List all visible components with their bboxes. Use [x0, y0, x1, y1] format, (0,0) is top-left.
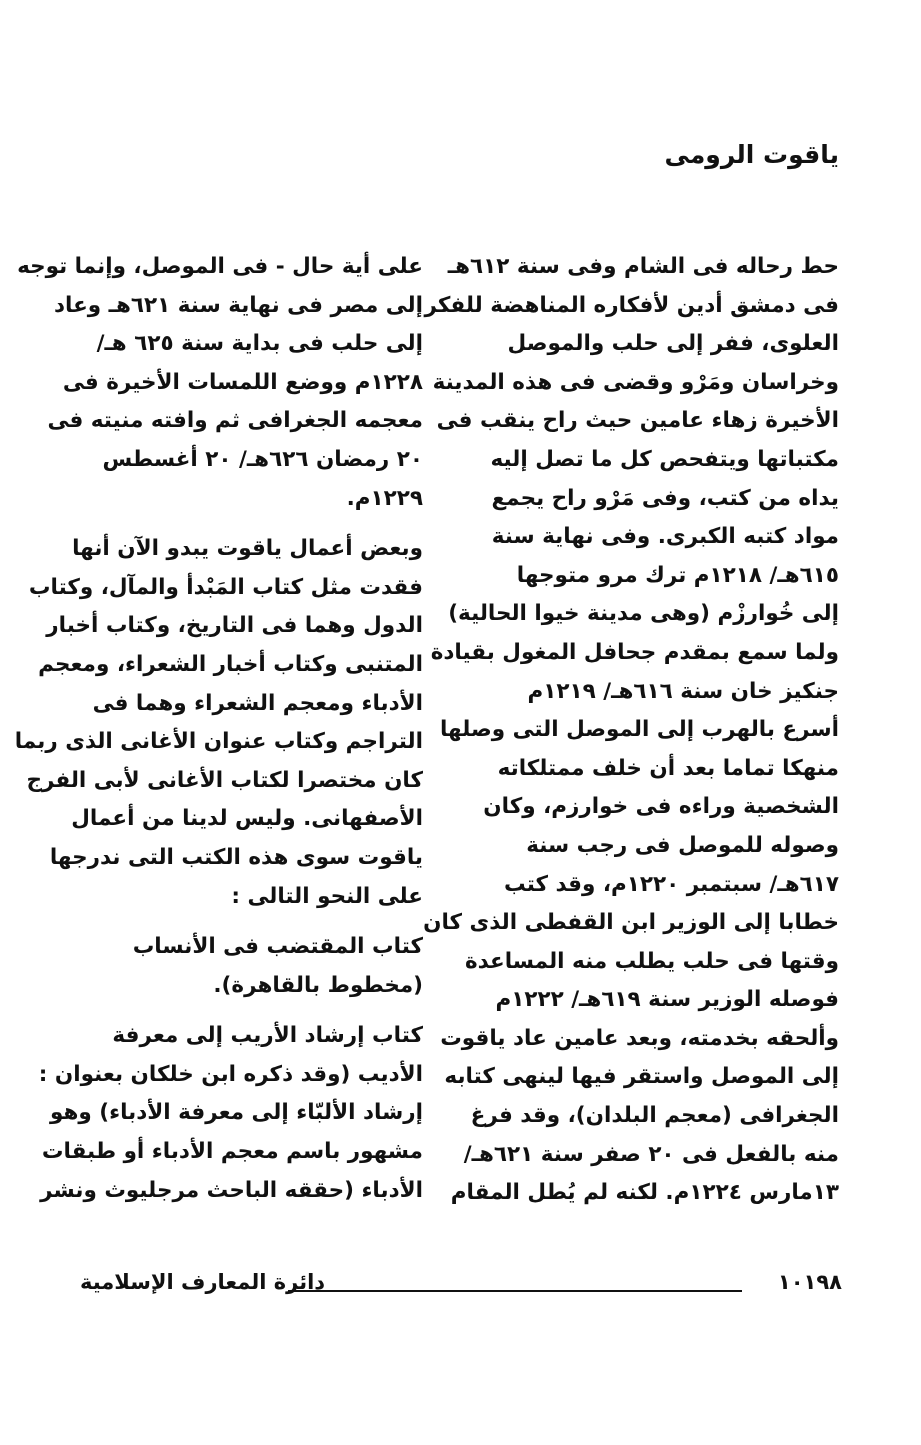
- text-line: الأديب (وقد ذكره ابن خلكان بعنوان :: [38, 1061, 423, 1087]
- text-line: مشهور باسم معجم الأدباء أو طبقات: [41, 1139, 423, 1165]
- footer-divider: [288, 1290, 742, 1292]
- text-line: إلى خُوارزْم (وهى مدينة خيوا الحالية): [448, 601, 839, 627]
- paragraph: [14, 530, 423, 916]
- text-line: الأصفهانى. وليس لدينا من أعمال: [71, 806, 423, 832]
- text-line: وصوله للموصل فى رجب سنة: [526, 832, 839, 858]
- text-line: العلوى، ففر إلى حلب والموصل: [507, 331, 839, 357]
- text-line: وبعض أعمال ياقوت يبدو الآن أنها: [72, 536, 423, 562]
- text-line: وخراسان ومَرْو وقضى فى هذه المدينة: [432, 369, 839, 395]
- text-line: فى دمشق أدين لأفكاره المناهضة للفكر: [424, 292, 839, 318]
- text-line: على النحو التالى :: [231, 883, 423, 909]
- text-line: جنكيز خان سنة ٦١٦هـ/ ١٢١٩م: [527, 678, 839, 704]
- text-line: إلى الموصل واستقر فيها لينهى كتابه: [444, 1064, 839, 1090]
- text-line: التراجم وكتاب عنوان الأغانى الذى ربما: [14, 729, 423, 755]
- paragraph-gap: [71, 1005, 423, 1017]
- text-line: فوصله الوزير سنة ٦١٩هـ/ ١٢٢٢م: [495, 987, 839, 1013]
- paragraph-gap: [71, 916, 423, 928]
- text-line: وقتها فى حلب يطلب منه المساعدة: [464, 948, 839, 974]
- text-line: الجغرافى (معجم البلدان)، وقد فرغ: [470, 1103, 839, 1129]
- text-line: حط رحاله فى الشام وفى سنة ٦١٢هـ: [447, 254, 839, 279]
- text-line: معجمه الجغرافى ثم وافته منيته فى: [47, 408, 423, 434]
- paragraph-gap: [71, 518, 423, 530]
- text-line: وألحقه بخدمته، وبعد عامين عاد ياقوت: [440, 1025, 839, 1051]
- text-line: الأخيرة زهاء عامين حيث راح ينقب فى: [436, 408, 839, 434]
- text-line: الأدباء (حققه الباحث مرجليوث ونشر: [40, 1177, 423, 1203]
- text-line: ٦١٥هـ/ ١٢١٨م ترك مرو متوجها: [516, 562, 839, 588]
- right-column: [423, 248, 839, 1213]
- text-line: الأدباء ومعجم الشعراء وهما فى: [92, 690, 423, 716]
- page-footer: [80, 1270, 842, 1310]
- text-line: كتاب المقتضب فى الأنساب: [132, 934, 423, 960]
- text-line: كان مختصرا لكتاب الأغانى لأبى الفرج: [26, 767, 423, 793]
- text-line: منه بالفعل فى ٢٠ صفر سنة ٦٢١هـ/: [463, 1141, 839, 1167]
- text-line: ١٣مارس ١٢٢٤م. لكنه لم يُطل المقام: [450, 1180, 839, 1206]
- text-line: الشخصية وراءه فى خوارزم، وكان: [483, 794, 839, 820]
- page-number: ١٠١٩٨: [777, 1270, 842, 1294]
- text-line: منهكا تماما بعد أن خلف ممتلكاته: [497, 755, 839, 781]
- text-line: ٢٠ رمضان ٦٢٦هـ/ ٢٠ أغسطس: [102, 446, 423, 472]
- text-line: إلى حلب فى بداية سنة ٦٢٥ هـ/: [96, 331, 423, 357]
- text-line: يداه من كتب، وفى مَرْو راح يجمع: [491, 485, 839, 511]
- paragraph: [38, 1017, 423, 1210]
- text-line: مكتباتها ويتفحص كل ما تصل إليه: [490, 446, 839, 472]
- text-line: الدول وهما فى التاريخ، وكتاب أخبار: [46, 613, 423, 639]
- text-line: كتاب إرشاد الأريب إلى معرفة: [112, 1023, 423, 1049]
- text-line: مواد كتبه الكبرى. وفى نهاية سنة: [491, 524, 839, 550]
- text-line: ١٢٢٩م.: [346, 485, 423, 511]
- running-header-title: ياقوت الرومى: [664, 140, 839, 169]
- left-column: [14, 248, 423, 1210]
- text-line: على أية حال - فى الموصل، وإنما توجه: [17, 254, 423, 279]
- text-line: ٦١٧هـ/ سبتمبر ١٢٢٠م، وقد كتب: [503, 871, 839, 897]
- text-line: خطابا إلى الوزير ابن القفطى الذى كان: [423, 910, 839, 936]
- paragraph: [71, 928, 423, 1005]
- text-line: أسرع بالهرب إلى الموصل التى وصلها: [439, 717, 839, 743]
- publication-title: دائرة المعارف الإسلامية: [80, 1270, 326, 1294]
- text-line: إلى مصر فى نهاية سنة ٦٢١هـ وعاد: [53, 292, 423, 318]
- text-line: ولما سمع بمقدم جحافل المغول بقيادة: [430, 639, 839, 665]
- text-line: إرشاد الألبّاء إلى معرفة الأدباء) وهو: [50, 1100, 423, 1126]
- text-line: فقدت مثل كتاب المَبْدأ والمآل، وكتاب: [28, 574, 423, 600]
- text-line: ١٢٢٨م ووضع اللمسات الأخيرة فى: [62, 369, 423, 395]
- paragraph: [17, 248, 423, 518]
- text-line: المتنبى وكتاب أخبار الشعراء، ومعجم: [38, 651, 423, 677]
- text-line: ياقوت سوى هذه الكتب التى ندرجها: [49, 844, 423, 870]
- text-line: (مخطوط بالقاهرة).: [213, 972, 423, 998]
